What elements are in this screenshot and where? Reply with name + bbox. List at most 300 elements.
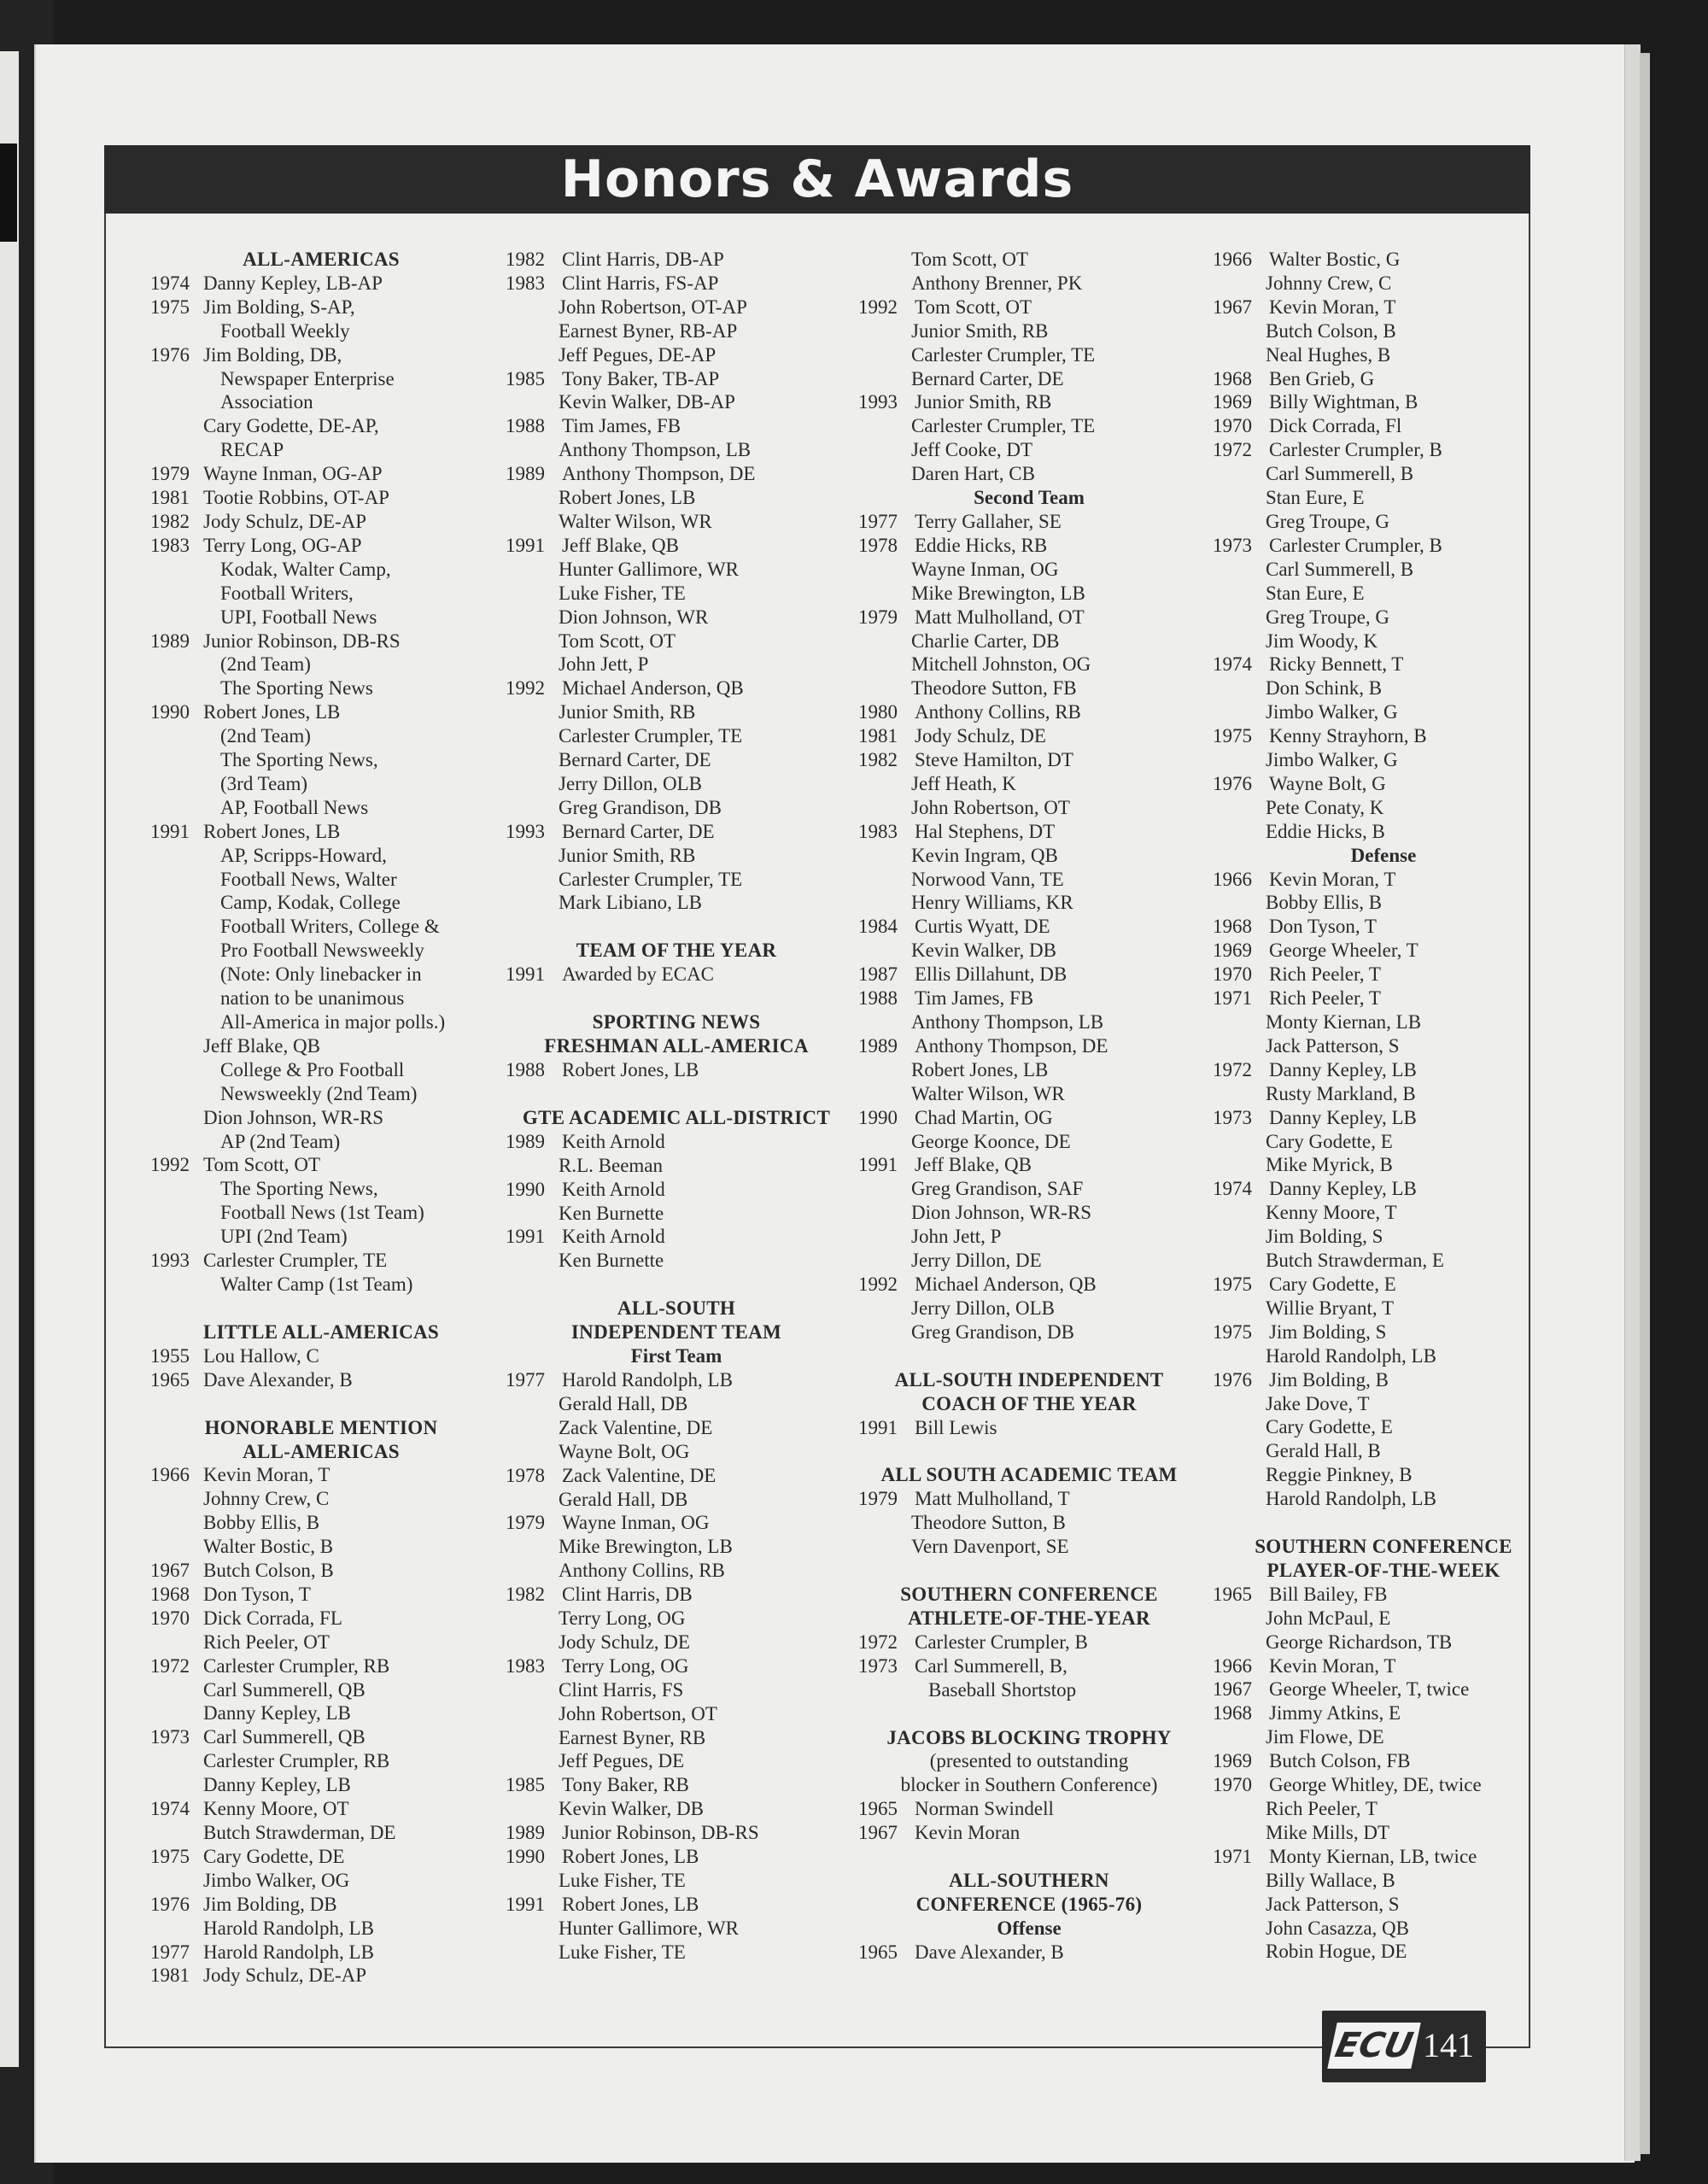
entry-year: 1985 xyxy=(506,1774,545,1796)
honor-entry xyxy=(150,1941,492,1964)
entry-text: Don Schink, B xyxy=(1266,677,1383,700)
entry-year: 1970 xyxy=(1213,415,1252,437)
entry-text: Ken Burnette xyxy=(559,1202,664,1224)
honor-entry xyxy=(150,296,492,319)
entry-year: 1973 xyxy=(858,1654,898,1677)
honor-entry xyxy=(1213,1607,1554,1631)
entry-text: Jody Schulz, DE-AP xyxy=(203,510,367,532)
honor-entry xyxy=(506,1368,847,1392)
honor-entry xyxy=(1213,248,1554,272)
entry-text: Bernard Carter, DE xyxy=(562,820,715,842)
entry-year: 1975 xyxy=(1213,1273,1252,1295)
entry-text: Monty Kiernan, LB xyxy=(1266,1011,1422,1033)
honor-entry xyxy=(150,1034,492,1058)
entry-text: Tim James, FB xyxy=(915,987,1034,1010)
section-heading: SPORTING NEWS xyxy=(592,1011,761,1033)
honor-entry xyxy=(858,653,1200,676)
entry-text: Gerald Hall, B xyxy=(1266,1440,1381,1462)
entry-text: Mike Mills, DT xyxy=(1266,1821,1390,1843)
section-heading: ALL-SOUTH INDEPENDENT xyxy=(894,1368,1164,1391)
entry-text: Jim Flowe, DE xyxy=(1266,1726,1384,1748)
entry-text: Butch Strawderman, DE xyxy=(203,1822,396,1843)
entry-text: Tim James, FB xyxy=(562,415,681,437)
honor-entry xyxy=(150,676,492,700)
entry-text: Pete Conaty, K xyxy=(1266,796,1384,818)
honor-entry xyxy=(150,1487,492,1511)
entry-text: Pro Football Newsweekly xyxy=(220,940,424,962)
honor-entry xyxy=(506,558,847,582)
entry-text: Bernard Carter, DE xyxy=(559,749,711,771)
honor-entry xyxy=(858,772,1200,796)
entry-text: Junior Robinson, DB-RS xyxy=(203,629,401,652)
honor-entry xyxy=(1213,1821,1554,1845)
entry-text: Tony Baker, TB-AP xyxy=(562,367,720,389)
honor-entry xyxy=(506,724,847,748)
entry-year: 1973 xyxy=(1213,1106,1252,1128)
honor-entry xyxy=(1213,272,1554,296)
honor-entry xyxy=(1213,1058,1554,1082)
honor-entry xyxy=(506,1678,847,1702)
entry-text: Jim Bolding, DB xyxy=(203,1893,337,1915)
honor-entry xyxy=(1213,1773,1554,1797)
entry-text: Junior Smith, RB xyxy=(915,391,1052,413)
honor-entry xyxy=(506,1631,847,1654)
entry-text: Football Writers, xyxy=(220,582,354,604)
honor-entry xyxy=(1213,868,1554,892)
entry-text: John Robertson, OT xyxy=(911,796,1070,818)
honor-entry xyxy=(506,1464,847,1488)
honor-entry xyxy=(506,772,847,796)
honor-entry xyxy=(1213,1654,1554,1678)
section-heading: ALL-SOUTH xyxy=(617,1297,736,1320)
honor-entry xyxy=(858,462,1200,486)
honor-entry xyxy=(1213,724,1554,748)
entry-text: George Wheeler, T xyxy=(1269,940,1418,962)
honor-entry xyxy=(1213,748,1554,772)
honor-entry xyxy=(1213,1583,1554,1607)
entry-text: Johnny Crew, C xyxy=(203,1488,330,1510)
spacer xyxy=(858,1559,1200,1583)
honor-entry xyxy=(506,1225,847,1249)
entry-text: Cary Godette, E xyxy=(1266,1130,1393,1152)
entry-text: Football Writers, College & xyxy=(220,916,440,938)
honor-entry xyxy=(150,1463,492,1487)
honor-entry xyxy=(1213,534,1554,558)
honor-entry xyxy=(1213,915,1554,939)
entry-text: Jimbo Walker, OG xyxy=(203,1869,350,1891)
honor-entry xyxy=(506,1535,847,1559)
entry-text: Carlester Crumpler, B xyxy=(1269,439,1442,461)
entry-year: 1970 xyxy=(1213,1774,1252,1796)
entry-text: Wayne Inman, OG-AP xyxy=(203,463,383,485)
honor-entry xyxy=(506,796,847,820)
honor-entry xyxy=(150,700,492,724)
honor-entry xyxy=(506,272,847,296)
entry-text: Daren Hart, CB xyxy=(911,463,1035,485)
honor-entry xyxy=(150,963,492,987)
honor-entry xyxy=(858,1631,1200,1654)
entry-year: 1973 xyxy=(150,1726,190,1748)
honor-entry xyxy=(858,1416,1200,1440)
entry-text: Carl Summerell, B xyxy=(1266,558,1414,580)
honor-entry xyxy=(150,1749,492,1773)
entry-text: Junior Smith, RB xyxy=(559,701,696,723)
entry-text: Cary Godette, E xyxy=(1266,1416,1393,1438)
section-heading: COACH OF THE YEAR xyxy=(921,1392,1137,1414)
honor-entry xyxy=(506,1440,847,1464)
entry-text: RECAP xyxy=(220,439,284,461)
honor-entry xyxy=(858,534,1200,558)
subsection-heading: Second Team xyxy=(974,487,1085,509)
entry-text: Dave Alexander, B xyxy=(915,1941,1064,1963)
entry-year: 1968 xyxy=(1213,916,1252,938)
entry-text: The Sporting News xyxy=(220,677,373,700)
honor-entry xyxy=(1213,1487,1554,1511)
entry-text: Lou Hallow, C xyxy=(203,1344,319,1367)
honor-entry xyxy=(150,1177,492,1201)
entry-text: Jake Dove, T xyxy=(1266,1392,1370,1414)
honor-entry xyxy=(506,1821,847,1845)
entry-text: Football News (1st Team) xyxy=(220,1202,424,1224)
honor-entry xyxy=(150,1058,492,1082)
honor-entry xyxy=(858,1201,1200,1225)
entry-year: 1992 xyxy=(150,1154,190,1176)
entry-year: 1992 xyxy=(858,296,898,318)
honor-entry xyxy=(150,486,492,510)
entry-text: Robin Hogue, DE xyxy=(1266,1941,1407,1963)
honor-entry xyxy=(506,1749,847,1773)
honor-entry xyxy=(1213,1082,1554,1106)
entry-text: Tootie Robbins, OT-AP xyxy=(203,487,389,509)
entry-year: 1974 xyxy=(1213,653,1252,676)
honor-entry xyxy=(150,390,492,414)
spacer xyxy=(506,1082,847,1106)
entry-text: (Note: Only linebacker in xyxy=(220,963,422,986)
honor-entry xyxy=(858,558,1200,582)
entry-text: Bill Lewis xyxy=(915,1416,997,1438)
entry-text: Monty Kiernan, LB, twice xyxy=(1269,1845,1477,1867)
honor-entry xyxy=(1213,772,1554,796)
section-note: (presented to outstanding xyxy=(929,1750,1129,1772)
section-heading: TEAM OF THE YEAR xyxy=(576,940,777,962)
entry-text: Carlester Crumpler, TE xyxy=(911,343,1096,366)
entry-year: 1991 xyxy=(506,1893,545,1915)
honor-entry xyxy=(150,724,492,748)
honor-entry xyxy=(150,1535,492,1559)
entry-text: Steve Hamilton, DT xyxy=(915,749,1073,771)
honor-entry xyxy=(1213,510,1554,534)
entry-year: 1983 xyxy=(506,272,545,294)
honor-entry xyxy=(1213,700,1554,724)
entry-text: Anthony Thompson, DE xyxy=(562,463,756,485)
entry-year: 1969 xyxy=(1213,940,1252,962)
honor-entry xyxy=(506,1917,847,1941)
entry-text: Kevin Walker, DB-AP xyxy=(559,391,735,413)
entry-text: All-America in major polls.) xyxy=(220,1011,446,1033)
honor-entry xyxy=(506,1869,847,1893)
honor-entry xyxy=(150,1559,492,1583)
entry-text: Carl Summerell, B xyxy=(1266,463,1414,485)
entry-text: AP (2nd Team) xyxy=(220,1130,341,1152)
honor-entry xyxy=(1213,1273,1554,1297)
entry-year: 1984 xyxy=(858,916,898,938)
entry-text: Theodore Sutton, B xyxy=(911,1512,1066,1534)
entry-text: Danny Kepley, LB-AP xyxy=(203,272,383,294)
entry-text: Robert Jones, LB xyxy=(559,487,696,509)
honor-entry xyxy=(506,1154,847,1178)
honor-entry xyxy=(150,1082,492,1106)
entry-year: 1971 xyxy=(1213,987,1252,1010)
entry-year: 1987 xyxy=(858,963,898,986)
section-heading: ATHLETE-OF-THE-YEAR xyxy=(908,1607,1150,1629)
honor-entry xyxy=(150,844,492,868)
honor-entry xyxy=(150,1010,492,1034)
entry-text: Kevin Moran, T xyxy=(203,1464,330,1486)
entry-text: Jimbo Walker, G xyxy=(1266,701,1398,723)
entry-text: Greg Troupe, G xyxy=(1266,606,1390,628)
honor-entry xyxy=(858,1535,1200,1559)
honor-entry xyxy=(1213,820,1554,844)
honor-entry xyxy=(506,1726,847,1750)
entry-text: Jeff Pegues, DE xyxy=(559,1750,685,1772)
honor-entry xyxy=(858,724,1200,748)
entry-text: The Sporting News, xyxy=(220,749,378,771)
honor-entry xyxy=(150,462,492,486)
column-2 xyxy=(506,248,847,1964)
honor-entry xyxy=(1213,1153,1554,1177)
entry-text: Jim Bolding, S-AP, xyxy=(203,296,355,318)
entry-text: Butch Colson, B xyxy=(1266,319,1396,342)
entry-year: 1980 xyxy=(858,701,898,723)
entry-text: Junior Robinson, DB-RS xyxy=(562,1822,759,1844)
previous-page-edge xyxy=(0,51,19,2067)
honor-entry xyxy=(858,1034,1200,1058)
honor-entry xyxy=(150,939,492,963)
honor-entry xyxy=(1213,606,1554,629)
entry-text: Anthony Brenner, PK xyxy=(911,272,1083,294)
entry-text: Hal Stephens, DT xyxy=(915,820,1056,842)
entry-text: Robert Jones, LB xyxy=(562,1846,699,1868)
entry-text: Terry Long, OG xyxy=(562,1654,689,1677)
honor-entry xyxy=(1213,1010,1554,1034)
entry-text: Kevin Moran, T xyxy=(1269,1654,1396,1677)
honor-entry xyxy=(506,1488,847,1512)
ecu-logo-badge xyxy=(1322,2011,1486,2082)
honor-entry xyxy=(1213,1893,1554,1917)
entry-year: 1965 xyxy=(150,1368,190,1391)
entry-text: nation to be unanimous xyxy=(220,987,405,1010)
entry-year: 1966 xyxy=(1213,249,1252,270)
entry-year: 1966 xyxy=(1213,868,1252,890)
entry-text: Danny Kepley, LB xyxy=(1269,1058,1417,1080)
entry-text: R.L. Beeman xyxy=(559,1154,663,1176)
entry-text: Anthony Collins, RB xyxy=(915,701,1081,723)
entry-text: Bernard Carter, DE xyxy=(911,367,1064,389)
entry-text: Ken Burnette xyxy=(559,1250,664,1272)
section-heading: ALL-AMERICAS xyxy=(243,249,400,270)
honor-entry xyxy=(150,558,492,582)
entry-text: Camp, Kodak, College xyxy=(220,892,401,914)
entry-year: 1974 xyxy=(150,272,190,294)
entry-text: Kevin Moran, T xyxy=(1269,296,1396,318)
honor-entry xyxy=(858,1177,1200,1201)
entry-year: 1977 xyxy=(506,1368,545,1391)
entry-year: 1967 xyxy=(150,1560,190,1582)
entry-text: Greg Grandison, SAF xyxy=(911,1178,1084,1200)
honor-entry xyxy=(150,1797,492,1821)
honor-entry xyxy=(858,510,1200,534)
honor-entry xyxy=(858,868,1200,892)
spacer xyxy=(858,1439,1200,1463)
honor-entry xyxy=(150,1725,492,1749)
entry-year: 1975 xyxy=(1213,1320,1252,1343)
honor-entry xyxy=(1213,796,1554,820)
honor-entry xyxy=(150,1869,492,1893)
entry-year: 1982 xyxy=(506,1584,545,1606)
entry-year: 1970 xyxy=(1213,963,1252,986)
honor-entry xyxy=(150,796,492,820)
honor-entry xyxy=(1213,582,1554,606)
entry-year: 1974 xyxy=(150,1798,190,1820)
entry-text: Jeff Heath, K xyxy=(911,772,1016,794)
honor-entry xyxy=(858,438,1200,462)
entry-text: John McPaul, E xyxy=(1266,1607,1391,1629)
section-heading: SOUTHERN CONFERENCE xyxy=(900,1584,1158,1606)
entry-text: Ellis Dillahunt, DB xyxy=(915,963,1068,986)
honor-entry xyxy=(506,868,847,892)
entry-text: Robert Jones, LB xyxy=(203,701,341,723)
honor-entry xyxy=(1213,1106,1554,1130)
entry-text: Harold Randolph, LB xyxy=(203,1917,374,1939)
entry-text: Robert Jones, LB xyxy=(911,1058,1049,1080)
entry-text: Willie Bryant, T xyxy=(1266,1297,1395,1319)
honor-entry xyxy=(1213,1749,1554,1773)
spacer xyxy=(150,1297,492,1320)
entry-text: Jeff Blake, QB xyxy=(203,1034,320,1057)
honor-entry xyxy=(1213,653,1554,676)
honor-entry xyxy=(858,1273,1200,1297)
page-stack-edge xyxy=(1624,44,1641,2161)
entry-text: Matt Mulholland, OT xyxy=(915,606,1085,628)
honor-entry xyxy=(1213,1225,1554,1249)
honor-entry xyxy=(858,1058,1200,1082)
entry-text: Baseball Shortstop xyxy=(928,1678,1077,1701)
honor-entry xyxy=(858,796,1200,820)
entry-year: 1970 xyxy=(150,1607,190,1629)
honor-entry xyxy=(1213,987,1554,1010)
entry-text: (2nd Team) xyxy=(220,725,311,747)
entry-year: 1972 xyxy=(1213,439,1252,461)
honor-entry xyxy=(506,1941,847,1964)
honor-entry xyxy=(150,534,492,558)
entry-year: 1989 xyxy=(506,1130,545,1152)
entry-text: Curtis Wyatt, DE xyxy=(915,916,1050,938)
entry-year: 1966 xyxy=(1213,1654,1252,1677)
entry-text: Kevin Moran, T xyxy=(1269,868,1396,890)
entry-text: Danny Kepley, LB xyxy=(203,1774,351,1796)
entry-year: 1991 xyxy=(506,1226,545,1248)
entry-text: Stan Eure, E xyxy=(1266,582,1365,604)
honor-entry xyxy=(1213,1392,1554,1416)
entry-text: Zack Valentine, DE xyxy=(559,1416,713,1438)
spacer xyxy=(506,1273,847,1297)
entry-year: 1969 xyxy=(1213,1750,1252,1772)
honor-entry xyxy=(506,367,847,391)
entry-text: Clint Harris, FS-AP xyxy=(562,272,719,294)
honor-entry xyxy=(858,319,1200,343)
entry-text: Greg Grandison, DB xyxy=(911,1320,1074,1343)
section-heading: GTE ACADEMIC ALL-DISTRICT xyxy=(522,1106,831,1128)
entry-text: AP, Scripps-Howard, xyxy=(220,844,387,866)
entry-year: 1967 xyxy=(1213,1678,1252,1701)
entry-text: Walter Bostic, G xyxy=(1269,249,1401,270)
entry-text: Football News, Walter xyxy=(220,868,397,890)
ecu-logo: ECU xyxy=(1327,2023,1420,2069)
entry-text: Bobby Ellis, B xyxy=(1266,892,1383,914)
honor-entry xyxy=(506,820,847,844)
honor-entry xyxy=(506,1773,847,1797)
section-heading: FRESHMAN ALL-AMERICA xyxy=(544,1035,809,1057)
honor-entry xyxy=(1213,1701,1554,1725)
entry-text: Awarded by ECAC xyxy=(562,963,715,986)
entry-text: Earnest Byner, RB xyxy=(559,1726,706,1748)
entry-year: 1968 xyxy=(150,1583,190,1605)
entry-text: Carlester Crumpler, TE xyxy=(559,725,743,747)
honor-entry xyxy=(506,653,847,676)
entry-text: Neal Hughes, B xyxy=(1266,343,1391,366)
honor-entry xyxy=(150,629,492,653)
entry-text: (2nd Team) xyxy=(220,653,311,676)
section-heading: JACOBS BLOCKING TROPHY xyxy=(886,1726,1172,1748)
honor-entry xyxy=(858,1010,1200,1034)
entry-text: Butch Colson, B xyxy=(203,1560,334,1582)
honor-entry xyxy=(1213,963,1554,987)
entry-text: Greg Grandison, DB xyxy=(559,796,722,818)
entry-text: Jim Bolding, B xyxy=(1269,1368,1389,1391)
entry-year: 1974 xyxy=(1213,1178,1252,1200)
honor-entry xyxy=(1213,676,1554,700)
entry-text: Tony Baker, RB xyxy=(562,1774,689,1796)
honor-entry xyxy=(150,1130,492,1154)
entry-text: Dick Corrada, FL xyxy=(203,1607,342,1629)
honor-entry xyxy=(150,272,492,296)
spacer xyxy=(150,1392,492,1416)
section-heading: LITTLE ALL-AMERICAS xyxy=(202,1320,440,1343)
honor-entry xyxy=(506,486,847,510)
entry-text: Tom Scott, OT xyxy=(911,249,1029,270)
spacer xyxy=(506,987,847,1010)
entry-year: 1982 xyxy=(506,249,545,270)
entry-year: 1988 xyxy=(858,987,898,1010)
honor-entry xyxy=(858,915,1200,939)
entry-text: Reggie Pinkney, B xyxy=(1266,1464,1413,1486)
entry-year: 1972 xyxy=(1213,1058,1252,1080)
entry-text: Rich Peeler, OT xyxy=(203,1631,330,1653)
entry-text: Zack Valentine, DE xyxy=(562,1464,717,1486)
honor-entry xyxy=(506,390,847,414)
entry-text: Jerry Dillon, OLB xyxy=(911,1297,1056,1319)
entry-year: 1990 xyxy=(858,1106,898,1128)
honor-entry xyxy=(858,820,1200,844)
entry-text: Carlester Crumpler, TE xyxy=(911,415,1096,437)
page-title: Honors & Awards xyxy=(104,145,1530,214)
entry-text: Cary Godette, E xyxy=(1269,1273,1396,1295)
honor-entry xyxy=(150,1678,492,1702)
honor-entry xyxy=(506,700,847,724)
honor-entry xyxy=(1213,1439,1554,1463)
honor-entry xyxy=(1213,1917,1554,1941)
entry-text: Mark Libiano, LB xyxy=(559,892,702,914)
